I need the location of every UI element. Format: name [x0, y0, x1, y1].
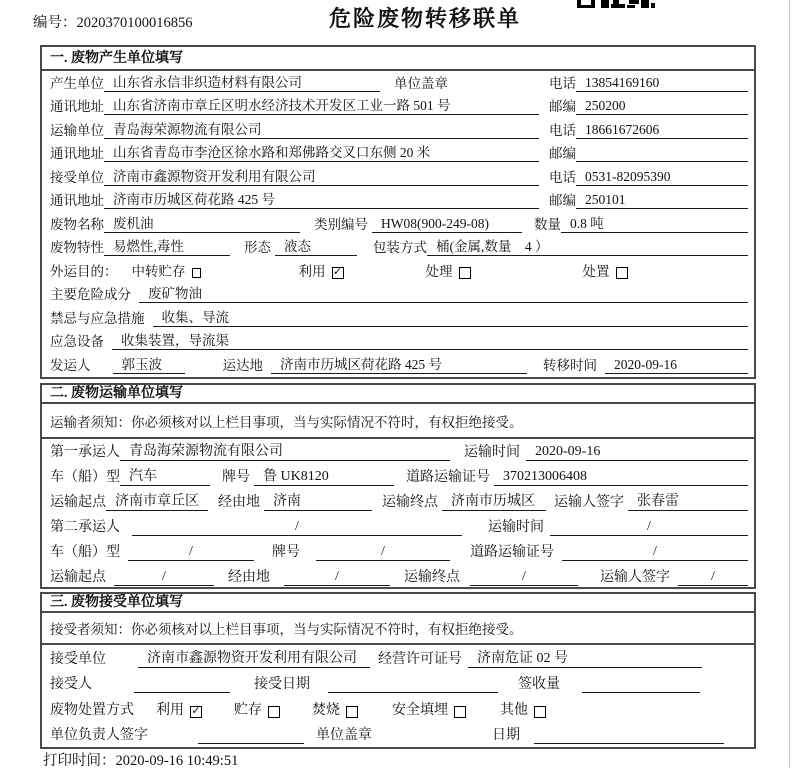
row-waste-name: [42, 212, 754, 236]
emergency-equipment-field: 收集装置，导流渠: [112, 329, 748, 350]
signed-amount-field: [582, 692, 700, 693]
print-time: [43, 749, 238, 768]
packing-label: 包装方式: [373, 240, 427, 255]
road-license-label-2: 道路运输证号: [470, 545, 554, 560]
phone-label-2: 电话: [549, 122, 576, 138]
phone-field-3: 0531-82095390: [576, 169, 748, 186]
waste-name-label: 废物名称: [50, 216, 104, 232]
disposal-method-label: 废物处置方式: [50, 702, 134, 718]
row-first-carrier: [42, 439, 754, 464]
unit-seal-label-2: 单位盖章: [316, 728, 372, 743]
road-license-field-2: /: [562, 544, 748, 561]
destination-label: 运达地: [222, 357, 263, 373]
quantity-field: 0.8 吨: [561, 212, 748, 233]
row-route-1: [42, 489, 754, 514]
row-vehicle-1: [42, 464, 754, 489]
row-emergency-equipment: [42, 330, 754, 354]
signed-amount-label: 签收量: [518, 677, 560, 692]
address-label-2: 通讯地址: [50, 146, 104, 161]
emergency-equipment-label: 应急设备: [50, 334, 104, 349]
transport-time-label-2: 运输时间: [488, 520, 544, 535]
disposal-option-landfill: [392, 699, 466, 719]
waste-name-field: 废机油: [104, 212, 300, 233]
row-purpose: [42, 259, 754, 283]
carrier-sign-label-1: 运输人签字: [554, 495, 624, 510]
purpose-option-label: 中转贮存: [131, 263, 186, 279]
row-acceptor: [42, 671, 754, 697]
origin-field-2: /: [114, 569, 214, 586]
row-head-signature: [42, 722, 754, 748]
checkbox-disposal-store: [268, 706, 280, 718]
disposal-option-label: 利用: [156, 702, 184, 718]
date-field-2: [534, 743, 724, 744]
row-sender: [42, 353, 754, 377]
print-time-label: 打印时间：: [43, 753, 116, 768]
address-label-3: 通讯地址: [50, 193, 104, 208]
end-label-2: 运输终点: [404, 570, 460, 585]
checkbox-transfer-storage: [192, 268, 201, 278]
section-receiver-header: 三. 废物接受单位填写: [42, 594, 754, 613]
phone-field-2: 18661672606: [576, 122, 748, 139]
first-carrier-label: 第一承运人: [50, 445, 120, 460]
section-transporter: [40, 383, 756, 589]
accept-date-field: [328, 692, 498, 693]
transport-time-label-1: 运输时间: [464, 445, 520, 460]
form-field: 液态: [275, 235, 357, 256]
destination-field: 济南市历城区荷花路 425 号: [271, 353, 527, 374]
via-label-2: 经由地: [228, 570, 270, 585]
disposal-option-other: [500, 699, 546, 719]
accept-unit-label: 接受单位: [50, 651, 106, 667]
carrier-sign-field-1: 张春雷: [628, 490, 748, 511]
transport-time-field-1: 2020-09-16: [526, 444, 748, 461]
category-label: 类别编号: [314, 216, 368, 232]
transport-time-field-2: /: [550, 519, 748, 536]
transporter-notice: 运输者须知：你必须核对以上栏目事项，当与实际情况不符时，有权拒绝接受。: [42, 404, 754, 439]
purpose-label: 外运目的：: [50, 263, 118, 279]
quantity-label: 数量: [534, 216, 561, 232]
section-producer: [40, 45, 756, 379]
receiver-unit-field: 济南市鑫源物资开发利用有限公司: [104, 165, 539, 186]
address-field-2: 山东省青岛市李沧区徐水路和郑佛路交叉口东侧 20 米: [104, 141, 539, 162]
transfer-time-label: 转移时间: [543, 357, 597, 373]
section-transporter-header: 二. 废物运输单位填写: [42, 385, 754, 404]
plate-label-1: 牌号: [222, 470, 250, 485]
disposal-option-utilize: [156, 699, 202, 719]
row-taboo-measures: [42, 306, 754, 330]
vehicle-type-label-2: 车（船）型: [50, 545, 120, 560]
phone-label-3: 电话: [549, 169, 576, 185]
row-producer-address: [42, 95, 754, 119]
checkbox-disposal-incinerate: [346, 706, 358, 718]
checkbox-disposal-utilize: ✓: [191, 705, 201, 717]
via-field-2: /: [284, 569, 390, 586]
waste-character-label: 废物特性: [50, 240, 104, 255]
road-license-field-1: 370213006408: [494, 469, 748, 486]
date-label-2: 日期: [492, 728, 520, 743]
row-vehicle-2: [42, 539, 754, 564]
carrier-sign-field-2: /: [678, 569, 748, 586]
disposal-option-incinerate: [312, 699, 358, 719]
sender-field: 郭玉波: [113, 353, 185, 374]
waste-character-field: 易燃性,毒性: [104, 235, 230, 256]
form-label: 形态: [244, 240, 271, 255]
origin-label-1: 运输起点: [50, 495, 106, 510]
checkbox-disposal-landfill: [454, 706, 466, 718]
hazard-component-field: 废矿物油: [139, 282, 748, 303]
phone-label-1: 电话: [549, 75, 576, 91]
plate-field-2: /: [316, 544, 450, 561]
row-disposal-method: [42, 696, 754, 722]
second-carrier-field: /: [132, 519, 462, 536]
permit-label: 经营许可证号: [378, 651, 462, 667]
row-second-carrier: [42, 514, 754, 539]
transfer-time-field: 2020-09-16: [605, 357, 748, 374]
disposal-option-label: 安全填埋: [392, 702, 448, 718]
receiver-unit-label: 接受单位: [50, 169, 104, 185]
permit-field: 济南危证 02 号: [468, 647, 702, 668]
plate-field-1: 鲁 UK8120: [254, 465, 394, 486]
checkbox-disposal-other: [534, 706, 546, 718]
zip-label-3: 邮编: [549, 193, 576, 208]
taboo-measures-label: 禁忌与应急措施: [50, 310, 145, 326]
disposal-option-label: 其他: [500, 702, 528, 718]
vehicle-type-field-1: 汽车: [120, 465, 210, 486]
section-receiver: [40, 592, 756, 749]
head-signature-label: 单位负责人签字: [50, 728, 148, 743]
purpose-option-treat: [426, 260, 471, 280]
category-field: HW08(900-249-08): [372, 216, 522, 233]
section-producer-header: 一. 废物产生单位填写: [42, 47, 754, 71]
phone-field-1: 13854169160: [576, 75, 748, 92]
checkbox-dispose: [616, 267, 628, 279]
qr-code-fragment: [577, 0, 655, 8]
origin-label-2: 运输起点: [50, 570, 106, 585]
disposal-option-store: [234, 699, 280, 719]
row-waste-character: [42, 236, 754, 260]
zip-label-2: 邮编: [549, 146, 576, 161]
checkbox-treat: [459, 267, 471, 279]
head-signature-field: [198, 743, 304, 744]
receiver-notice: 接受者须知：你必须核对以上栏目事项，当与实际情况不符时，有权拒绝接受。: [42, 613, 754, 645]
origin-field-1: 济南市章丘区: [106, 490, 208, 511]
transport-unit-field: 青岛海荣源物流有限公司: [104, 118, 539, 139]
acceptor-label: 接受人: [50, 677, 92, 692]
serial-label: 编号：: [33, 15, 77, 31]
row-hazard-component: [42, 283, 754, 307]
serial-value: 2020370100016856: [76, 15, 193, 31]
road-license-label-1: 道路运输证号: [406, 470, 490, 485]
plate-label-2: 牌号: [272, 545, 300, 560]
disposal-option-label: 贮存: [234, 702, 262, 718]
row-accept-unit: [42, 645, 754, 671]
purpose-option-label: 利用: [298, 263, 326, 279]
purpose-option-dispose: [583, 260, 628, 280]
purpose-option-transfer-storage: [132, 260, 201, 280]
page-edge-line: [789, 0, 790, 768]
row-transport-address: [42, 142, 754, 166]
producer-unit-label: 产生单位: [50, 75, 104, 91]
second-carrier-label: 第二承运人: [50, 520, 120, 535]
row-producer-unit: [42, 71, 754, 95]
disposal-option-label: 焚烧: [312, 702, 340, 718]
end-field-1: 济南市历城区: [442, 490, 546, 511]
purpose-option-label: 处理: [425, 263, 453, 279]
row-receiver-unit: [42, 165, 754, 189]
purpose-option-utilize: [299, 260, 344, 280]
row-receiver-address: [42, 189, 754, 213]
zip-field-3: 250101: [576, 192, 748, 209]
transport-unit-label: 运输单位: [50, 122, 104, 138]
zip-field-1: 250200: [576, 98, 748, 115]
page-title: 危险废物转移联单: [328, 6, 521, 31]
address-field-3: 济南市历城区荷花路 425 号: [104, 188, 539, 209]
checkbox-utilize: ✓: [332, 266, 343, 278]
zip-field-2: [576, 161, 748, 162]
zip-label-1: 邮编: [549, 99, 576, 114]
via-field-1: 济南: [264, 490, 372, 511]
address-label-1: 通讯地址: [50, 99, 104, 114]
print-time-value: 2020-09-16 10:49:51: [115, 753, 239, 768]
end-label-1: 运输终点: [382, 495, 438, 510]
unit-seal-label: 单位盖章: [394, 75, 448, 91]
vehicle-type-field-2: /: [128, 544, 254, 561]
hazard-component-label: 主要危险成分: [50, 287, 131, 302]
first-carrier-field: 青岛海荣源物流有限公司: [120, 440, 450, 461]
acceptor-field: [134, 692, 230, 693]
row-route-2: [42, 564, 754, 589]
vehicle-type-label-1: 车（船）型: [50, 470, 120, 485]
via-label-1: 经由地: [218, 495, 260, 510]
accept-date-label: 接受日期: [254, 677, 310, 692]
address-field-1: 山东省济南市章丘区明水经济技术开发区工业一路 501 号: [104, 94, 539, 115]
taboo-measures-field: 收集、导流: [153, 306, 749, 327]
packing-field: 桶(金属,数量 4 ）: [427, 235, 748, 256]
producer-unit-field: 山东省永信非织造材料有限公司: [104, 71, 380, 92]
carrier-sign-label-2: 运输人签字: [600, 570, 670, 585]
sender-label: 发运人: [50, 357, 91, 373]
accept-unit-field: 济南市鑫源物资开发利用有限公司: [138, 647, 370, 668]
end-field-2: /: [470, 569, 578, 586]
row-transport-unit: [42, 118, 754, 142]
purpose-option-label: 处置: [582, 263, 610, 279]
